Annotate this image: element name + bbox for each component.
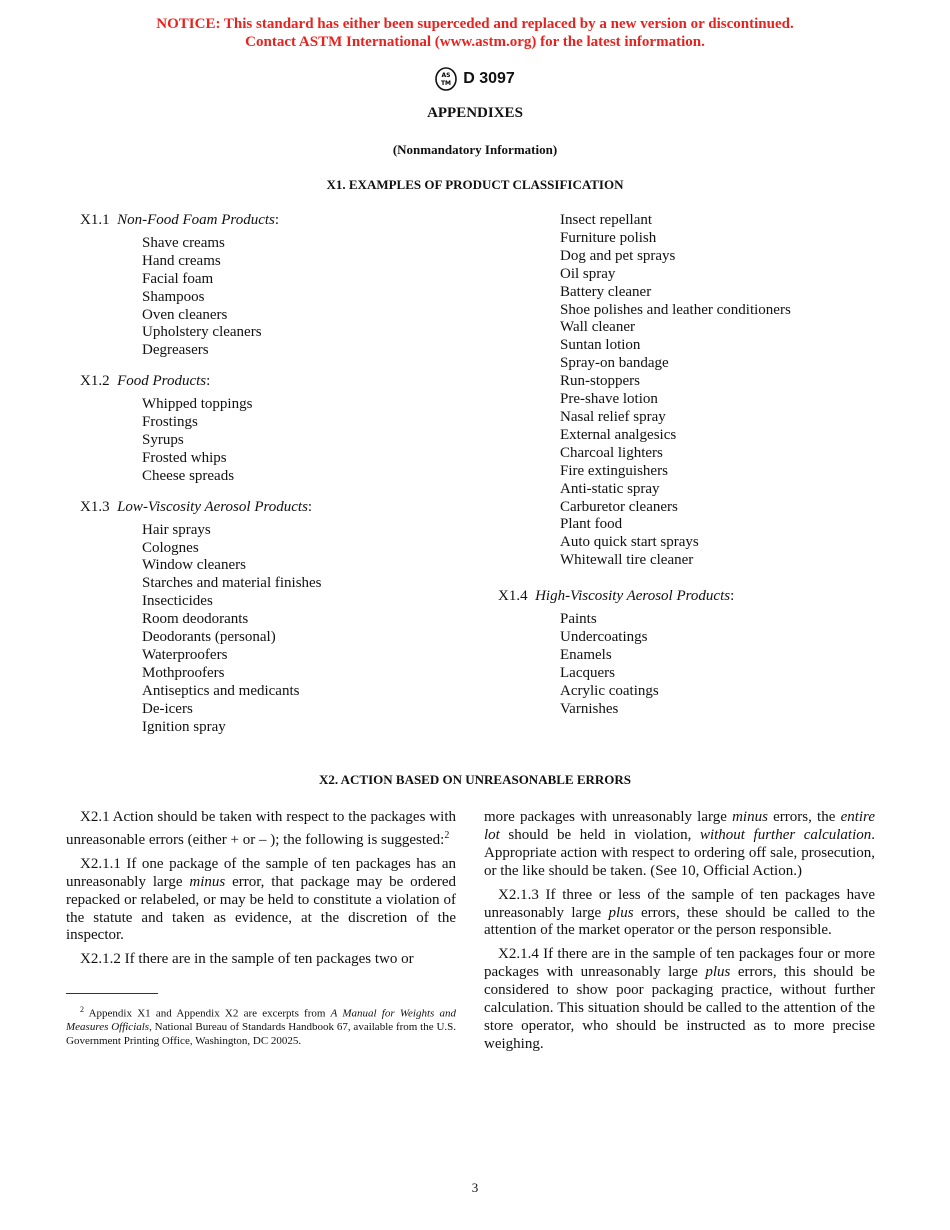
list-item: Degreasers [142,342,209,359]
notice-line-2: Contact ASTM International (www.astm.org) for the latest information. [245,34,705,50]
document-header [0,67,950,91]
x2-heading: X2. ACTION BASED ON UNREASONABLE ERRORS [318,772,632,787]
x1-2-list [80,396,480,486]
nonmandatory-subtitle: (Nonmandatory Information) [392,142,558,157]
footnote-rule [66,993,158,994]
x2-1-3-paragraph: X2.1.3 If three or less of the sample of ten packages have unreasonably large plus errors, these should be called to the attention of the market operator or the person responsible. [484,886,876,939]
list-item: De-icers [142,700,193,717]
list-item: Shampoos [142,288,205,305]
x1-heading: X1. EXAMPLES OF PRODUCT CLASSIFICATION [326,177,624,192]
list-item: Plant food [560,516,623,533]
svg-text:TM: TM [441,80,452,87]
list-item: Cheese spreads [142,467,235,484]
list-item: Insecticides [142,593,213,610]
appendixes-heading: APPENDIXES [427,105,523,121]
list-item: Window cleaners [142,557,246,574]
list-item: Upholstery cleaners [142,324,262,341]
svg-text:AS: AS [441,72,451,79]
x2-1-1-paragraph: X2.1.1 If one package of the sample of ten packages has an unreasonably large minus error, that package may be ordered repacked or relabeled, or may be held to constitute a violation of the statute and taken as evidence, at the discretion of the inspector. [66,855,456,944]
x2-1-paragraph: X2.1 Action should be taken with respect to the packages with unreasonable errors (either + or – ); the following is suggested:$^2$ [66,809,456,848]
x1-right-column [498,212,898,718]
list-item: Carburetor cleaners [560,498,678,515]
list-item: Lacquers [560,664,615,681]
x1-2-heading: X1.2 Food Products: [80,373,211,390]
list-item: Shave creams [142,234,225,251]
list-item: Spray-on bandage [560,355,669,372]
list-item: Waterproofers [142,646,228,663]
x1-1-list [80,235,480,360]
x1-3-list [80,522,480,737]
list-item: Syrups [142,431,184,448]
list-item: Undercoatings [560,628,648,645]
list-item: Colognes [142,539,199,556]
list-item: Anti-static spray [560,480,660,497]
list-item: Deodorants (personal) [142,629,276,646]
x1-3-heading: X1.3 Low-Viscosity Aerosol Products: [80,498,313,515]
list-item: External analgesics [560,426,677,443]
list-item: Suntan lotion [560,337,641,354]
list-item: Run-stoppers [560,373,640,390]
list-item: Wall cleaner [560,319,635,336]
list-item: Oil spray [560,265,616,282]
x1-left-column [80,212,480,736]
list-item: Enamels [560,646,612,663]
x1-1-heading: X1.1 Non-Food Foam Products: [80,212,280,228]
list-item: Acrylic coatings [560,682,659,699]
supersession-notice [0,15,950,51]
list-item: Furniture polish [560,229,657,246]
x2-right-column [484,809,875,1060]
x1-4-heading: X1.4 High-Viscosity Aerosol Products: [498,588,735,605]
list-item: Whipped toppings [142,396,253,413]
list-item: Hair sprays [142,521,211,538]
list-item: Fire extinguishers [560,462,668,479]
astm-logo-icon [435,67,457,91]
list-item: Dog and pet sprays [560,247,676,264]
x2-1-2-continued: more packages with unreasonably large minus errors, the entire lot should be held in violation, without further calculation. Appropriate action with respect to ordering off sale, prosecution, or the like should be taken. (See 10, Official Action.) [484,809,875,879]
list-item: Paints [560,611,597,628]
list-item: Frosted whips [142,449,227,466]
list-item: Antiseptics and medicants [142,682,300,699]
list-item: Frostings [142,414,198,431]
list-item: Insect repellant [560,212,653,228]
list-item: Varnishes [560,700,619,717]
x1-4-list [498,611,898,718]
x2-1-2-paragraph: X2.1.2 If there are in the sample of ten packages two or [80,951,414,968]
footnote: $^2$ Appendix X1 and Appendix X2 are excerpts from A Manual for Weights and Measures Officials, National Bureau of Standards Handbook 67, available from the U.S. Government Printing Office, Washington, DC 20025. [66,1005,457,1048]
list-item: Ignition spray [142,718,226,735]
list-item: Nasal relief spray [560,408,666,425]
x2-left-column [66,809,456,975]
list-item: Whitewall tire cleaner [560,552,694,569]
list-item: Hand creams [142,252,221,269]
x1-3-list-continued [498,212,898,570]
list-item: Shoe polishes and leather conditioners [560,301,791,318]
x2-1-4-paragraph: X2.1.4 If there are in the sample of ten packages four or more packages with unreasonably large plus errors, this should be considered to show poor packaging practice, without further calculation. This situation should be called to the attention of the store operator, who should be instructed as to more precise weighing. [484,946,875,1052]
list-item: Room deodorants [142,611,249,628]
list-item: Facial foam [142,270,214,287]
list-item: Oven cleaners [142,306,228,323]
list-item: Pre-shave lotion [560,391,658,408]
page-number: 3 [471,1180,479,1195]
list-item: Mothproofers [142,664,225,681]
list-item: Charcoal lighters [560,444,663,461]
list-item: Starches and material finishes [142,575,322,592]
document-designation: D 3097 [463,70,515,87]
list-item: Battery cleaner [560,283,652,300]
list-item: Auto quick start sprays [560,534,699,551]
notice-line-1: NOTICE: This standard has either been superceded and replaced by a new version or discontinued. [156,16,794,32]
